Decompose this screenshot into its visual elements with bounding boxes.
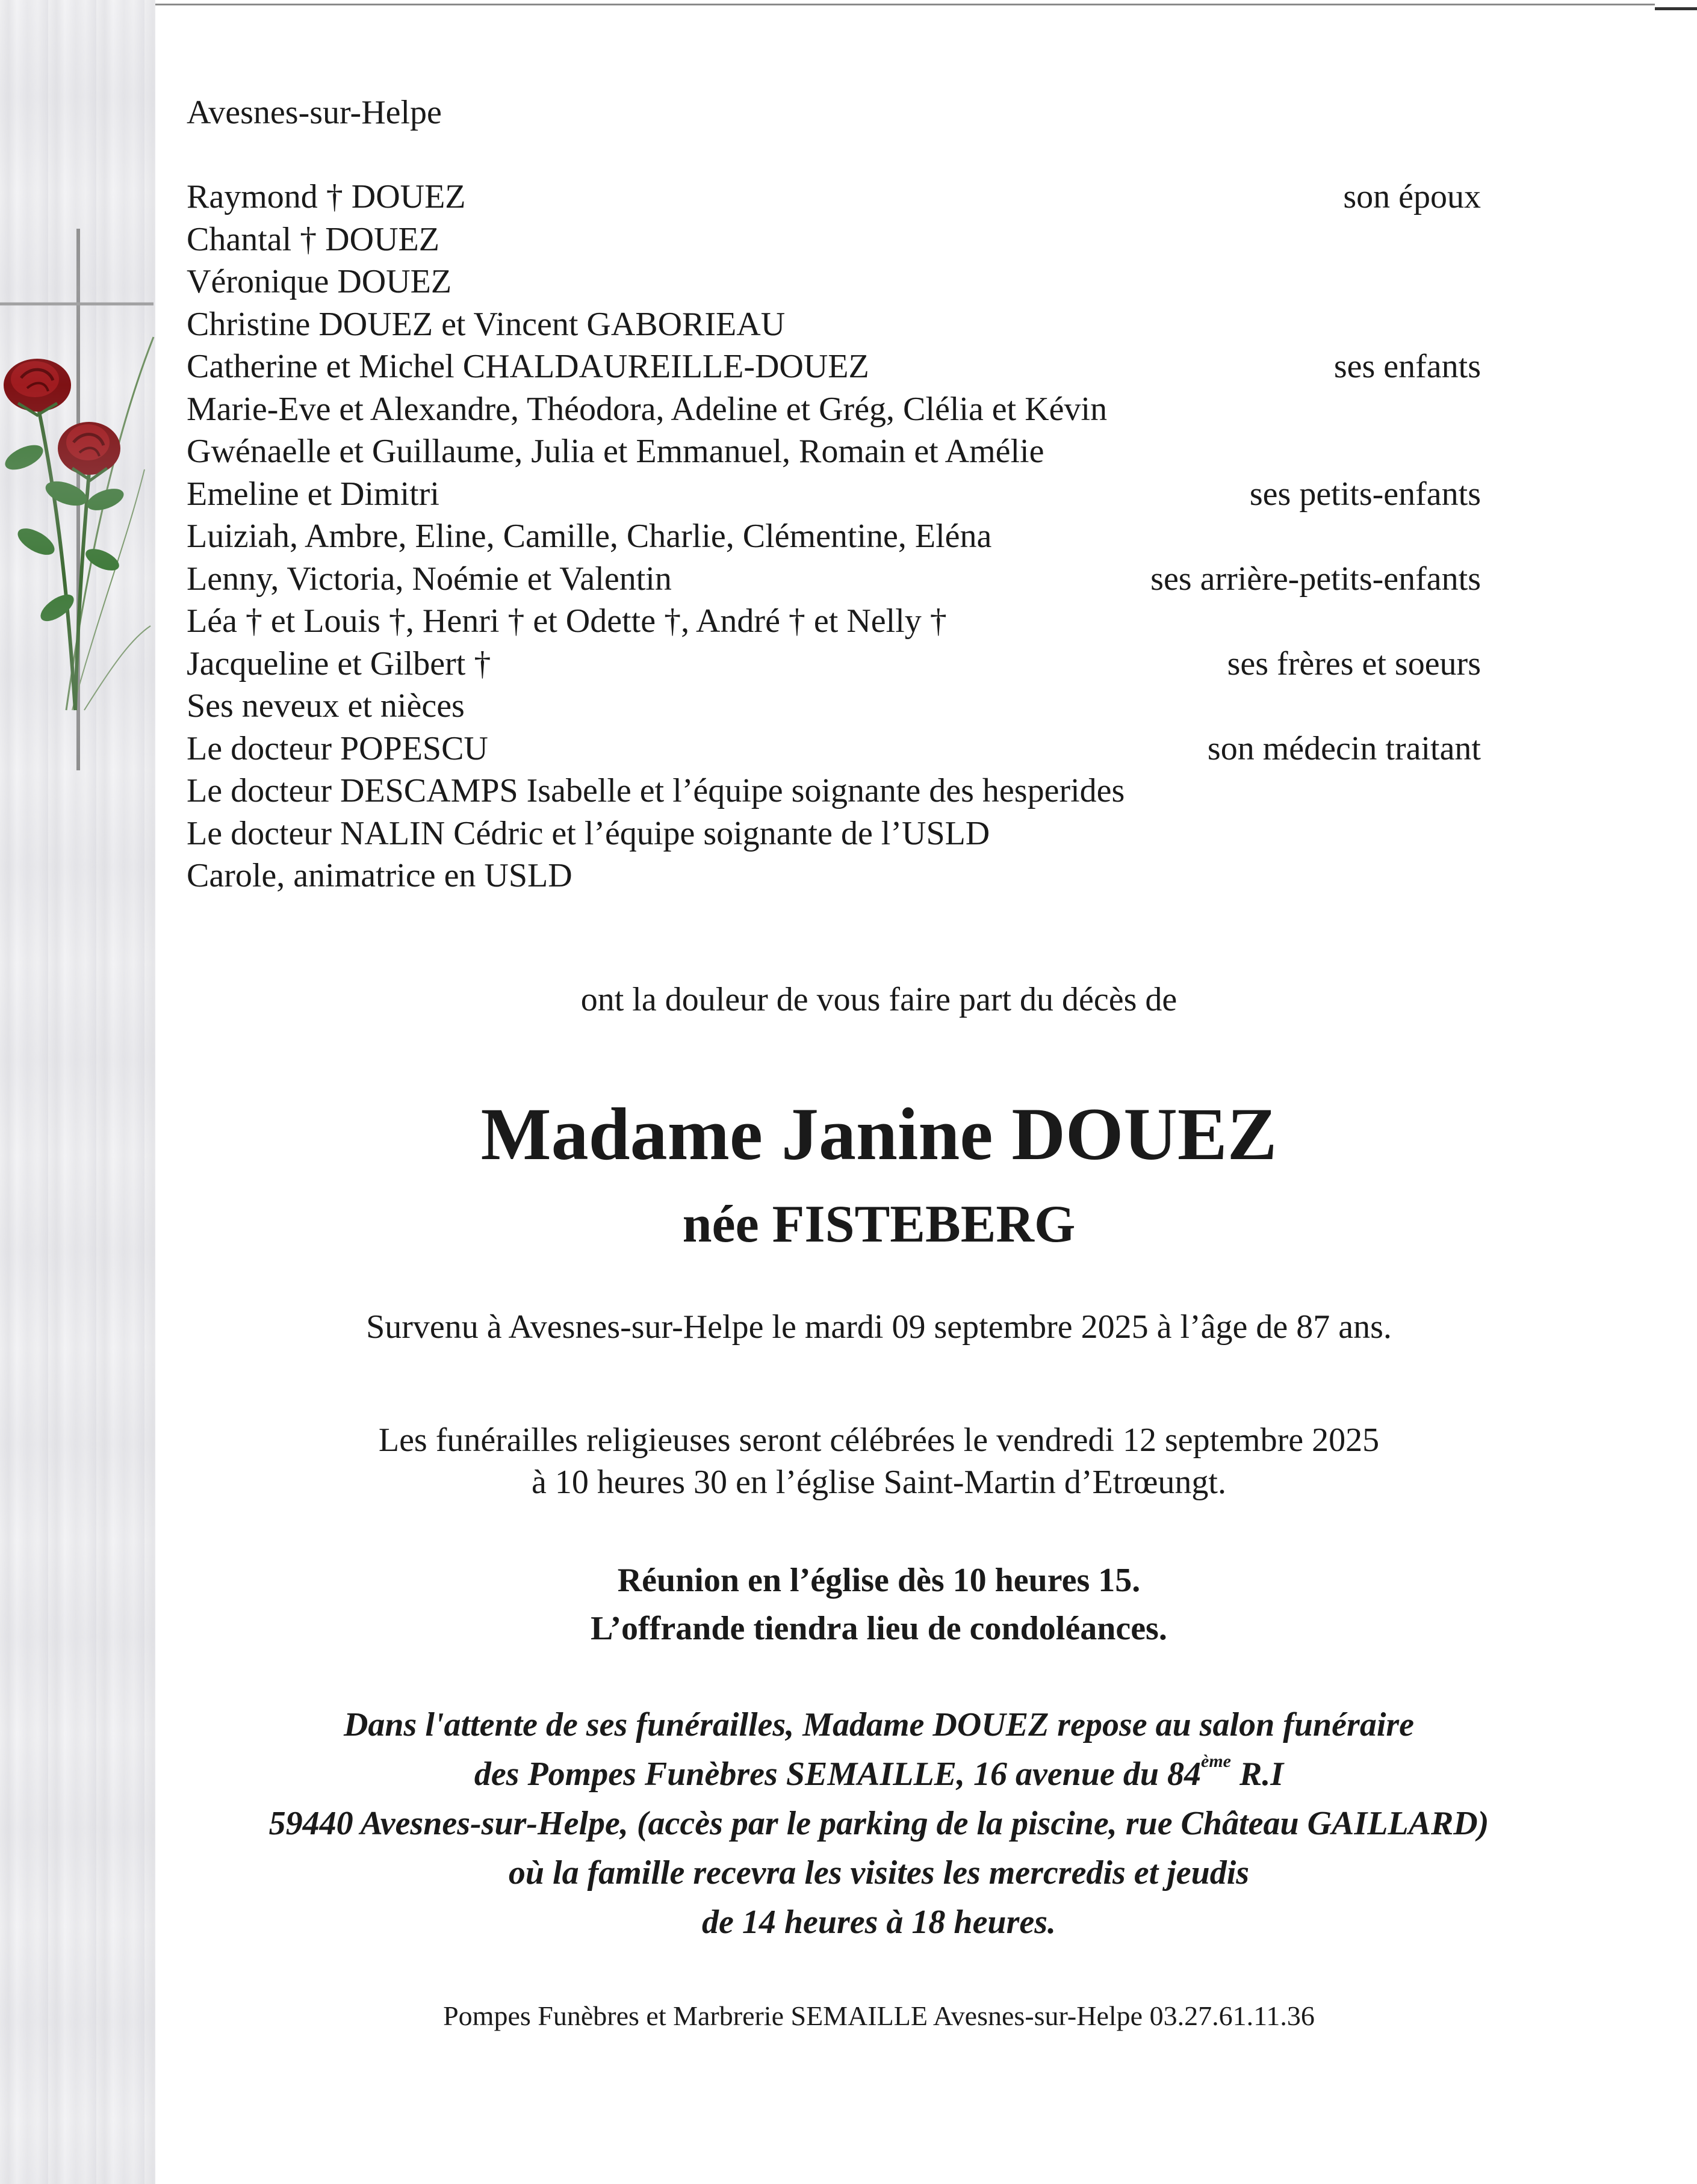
deceased-name: Madame Janine DOUEZ [480, 1093, 1277, 1175]
funeral-details-line: Les funérailles religieuses seront célébrées le vendredi 12 septembre 2025 [378, 1421, 1380, 1459]
announcement-intro: ont la douleur de vous faire part du décès de [580, 981, 1177, 1018]
family-relation: ses petits-enfants [1249, 475, 1481, 513]
family-member-name: Gwénaelle et Guillaume, Julia et Emmanuel, Romain et Amélie [187, 433, 1044, 470]
ordinal-suffix: ème [1201, 1751, 1231, 1771]
visit-info-line: de 14 heures à 18 heures. [701, 1904, 1056, 1941]
family-relation: ses frères et soeurs [1227, 645, 1481, 682]
family-member-name: Le docteur POPESCU [187, 729, 488, 767]
family-relation: ses arrière-petits-enfants [1150, 560, 1481, 598]
meeting-notice: Réunion en l’église dès 10 heures 15. [617, 1562, 1141, 1599]
family-member-name: Chantal † DOUEZ [187, 220, 439, 258]
death-details: Survenu à Avesnes-sur-Helpe le mardi 09 septembre 2025 à l’âge de 87 ans. [366, 1308, 1392, 1346]
family-member-name: Raymond † DOUEZ [187, 178, 466, 215]
visit-info-line [157, 1752, 1601, 1796]
family-member-name: Léa † et Louis †, Henri † et Odette †, André † et Nelly † [187, 602, 947, 640]
family-row [187, 430, 1481, 472]
family-relation: son médecin traitant [1207, 729, 1481, 767]
family-member-name: Lenny, Victoria, Noémie et Valentin [187, 560, 672, 598]
family-row [187, 345, 1481, 388]
visit-info-text: R.I [1231, 1756, 1284, 1793]
family-member-name: Carole, animatrice en USLD [187, 857, 572, 894]
offering-notice: L’offrande tiendra lieu de condoléances. [591, 1610, 1167, 1647]
family-member-name: Le docteur DESCAMPS Isabelle et l’équipe soignante des hesperides [187, 772, 1125, 809]
family-member-name: Christine DOUEZ et Vincent GABORIEAU [187, 305, 786, 343]
family-member-name: Ses neveux et nièces [187, 687, 465, 725]
family-member-name: Le docteur NALIN Cédric et l’équipe soignante de l’USLD [187, 814, 990, 852]
family-row [187, 515, 1481, 557]
family-member-name: Marie-Eve et Alexandre, Théodora, Adeline et Grég, Clélia et Kévin [187, 390, 1108, 428]
visit-info-text: des Pompes Funèbres SEMAILLE, 16 avenue du 84 [474, 1756, 1202, 1793]
family-row [187, 388, 1481, 430]
visit-info-line: 59440 Avesnes-sur-Helpe, (accès par le parking de la piscine, rue Château GAILLARD) [268, 1805, 1489, 1842]
family-member-name: Emeline et Dimitri [187, 475, 439, 513]
family-row [187, 218, 1481, 261]
maiden-name: née FISTEBERG [682, 1195, 1076, 1254]
family-member-name: Jacqueline et Gilbert † [187, 645, 491, 682]
family-row [187, 855, 1481, 897]
family-row [187, 261, 1481, 303]
family-row [187, 473, 1481, 515]
visit-info-line: Dans l'attente de ses funérailles, Madame DOUEZ repose au salon funéraire [343, 1706, 1415, 1743]
family-row [187, 303, 1481, 345]
family-row [187, 812, 1481, 855]
family-row [187, 176, 1481, 218]
family-row [187, 600, 1481, 642]
family-member-name: Luiziah, Ambre, Eline, Camille, Charlie, Clémentine, Eléna [187, 518, 992, 555]
family-member-name: Véronique DOUEZ [187, 263, 452, 300]
family-member-name: Catherine et Michel CHALDAUREILLE-DOUEZ [187, 348, 869, 385]
family-row [187, 643, 1481, 685]
family-relation: son époux [1343, 178, 1481, 215]
funeral-home-footer: Pompes Funèbres et Marbrerie SEMAILLE Avesnes-sur-Helpe 03.27.61.11.36 [443, 2000, 1315, 2031]
city-header: Avesnes-sur-Helpe [187, 94, 442, 131]
family-row [187, 685, 1481, 727]
family-relation: ses enfants [1333, 348, 1481, 385]
family-row [187, 770, 1481, 812]
visit-info-line: où la famille recevra les visites les mercredis et jeudis [508, 1854, 1250, 1892]
family-row [187, 728, 1481, 770]
funeral-details-line: à 10 heures 30 en l’église Saint-Martin d’Etrœungt. [532, 1464, 1226, 1501]
family-row [187, 558, 1481, 600]
